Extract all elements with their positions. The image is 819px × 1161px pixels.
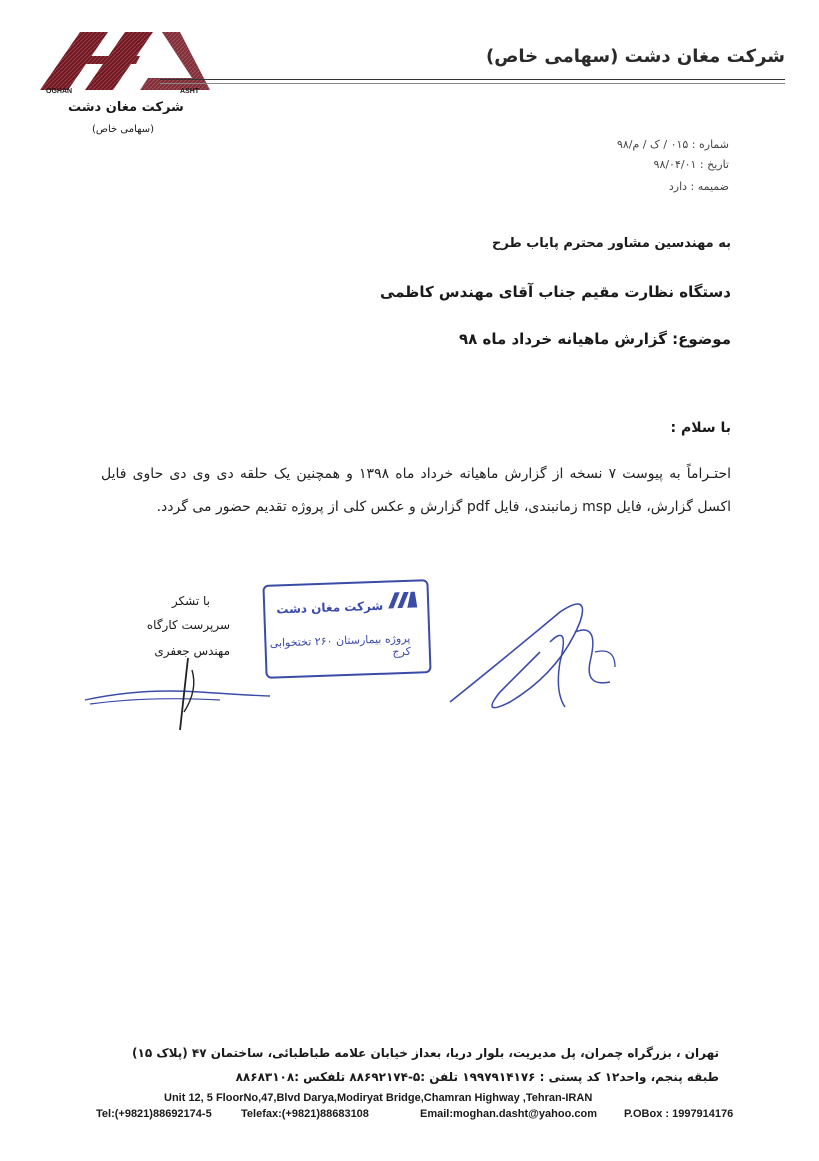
footer-tel: Tel:(+9821)88692174-5 <box>96 1108 212 1120</box>
letter-attachment: ضمیمه : دارد <box>668 180 729 193</box>
body-paragraph: احتـراماً به پیوست ۷ نسخه از گزارش ماهیانه خرداد ماه ۱۳۹۸ و همچنین یک حلقه دی وی دی حاوی فایل اکسل گزارش، فایل msp زمانبندی، فایل pdf گزارش و عکس کلی از پروژه تقدیم حضور می گردد. <box>101 466 731 515</box>
company-stamp <box>262 579 431 679</box>
letter-number: شماره : ۰۱۵ / ک / م/۹۸ <box>616 138 729 151</box>
subject-line: موضوع: گزارش ماهیانه خرداد ماه ۹۸ <box>458 330 731 348</box>
stamp-logo-icon <box>387 592 418 609</box>
footer-email: Email:moghan.dasht@yahoo.com <box>420 1108 597 1120</box>
thanks-text: با تشکر <box>171 594 210 608</box>
stamp-line-2: پروژه بیمارستان ۲۶۰ تختخوابی کرج <box>269 631 412 659</box>
recipient-signature <box>440 592 630 726</box>
header-rule <box>160 79 785 80</box>
recipient-line-2: دستگاه نظارت مقیم جناب آقای مهندس کاظمی <box>379 283 731 301</box>
footer-address-fa: تهران ، بزرگراه چمران، پل مدیریت، بلوار دریا، بعداز خیابان علامه طباطبائی، ساختمان ۴۷ (پلاک ۱۵) <box>132 1046 719 1060</box>
logo-wordmark: شرکت مغان دشت <box>68 100 184 115</box>
logo-letters-right: ASHT <box>180 88 200 95</box>
footer-pobox: P.OBox : 1997914176 <box>624 1108 734 1120</box>
recipient-line-1: به مهندسین مشاور محترم پایاب طرح <box>492 236 731 251</box>
footer-fax: Telefax:(+9821)88683108 <box>241 1108 369 1120</box>
header-rule-thin <box>160 83 785 84</box>
letterhead-title: شرکت مغان دشت (سهامی خاص) <box>485 46 785 67</box>
company-logo <box>40 30 210 100</box>
logo-subtitle: (سهامی خاص) <box>92 124 155 135</box>
supervisor-signature <box>80 650 280 744</box>
letter-date: تاریخ : ۹۸/۰۴/۰۱ <box>653 158 729 171</box>
stamp-line-1: شرکت مغان دشت <box>276 598 384 617</box>
signer-role: سرپرست کارگاه <box>146 618 230 632</box>
greeting: با سلام : <box>670 420 731 436</box>
signer-name: مهندس جعفری <box>154 644 230 658</box>
logo-letters-left: OGHAN <box>46 88 73 95</box>
footer-contact-fa: طبقه پنجم، واحد۱۲ کد پستی : ۱۹۹۷۹۱۴۱۷۶ تلفن :۵-۸۸۶۹۲۱۷۴ تلفکس :۸۸۶۸۳۱۰۸ <box>235 1070 719 1084</box>
footer-address-en: Unit 12, 5 FloorNo,47,Blvd Darya,Modiryat Bridge,Chamran Highway ,Tehran-IRAN <box>164 1092 593 1104</box>
